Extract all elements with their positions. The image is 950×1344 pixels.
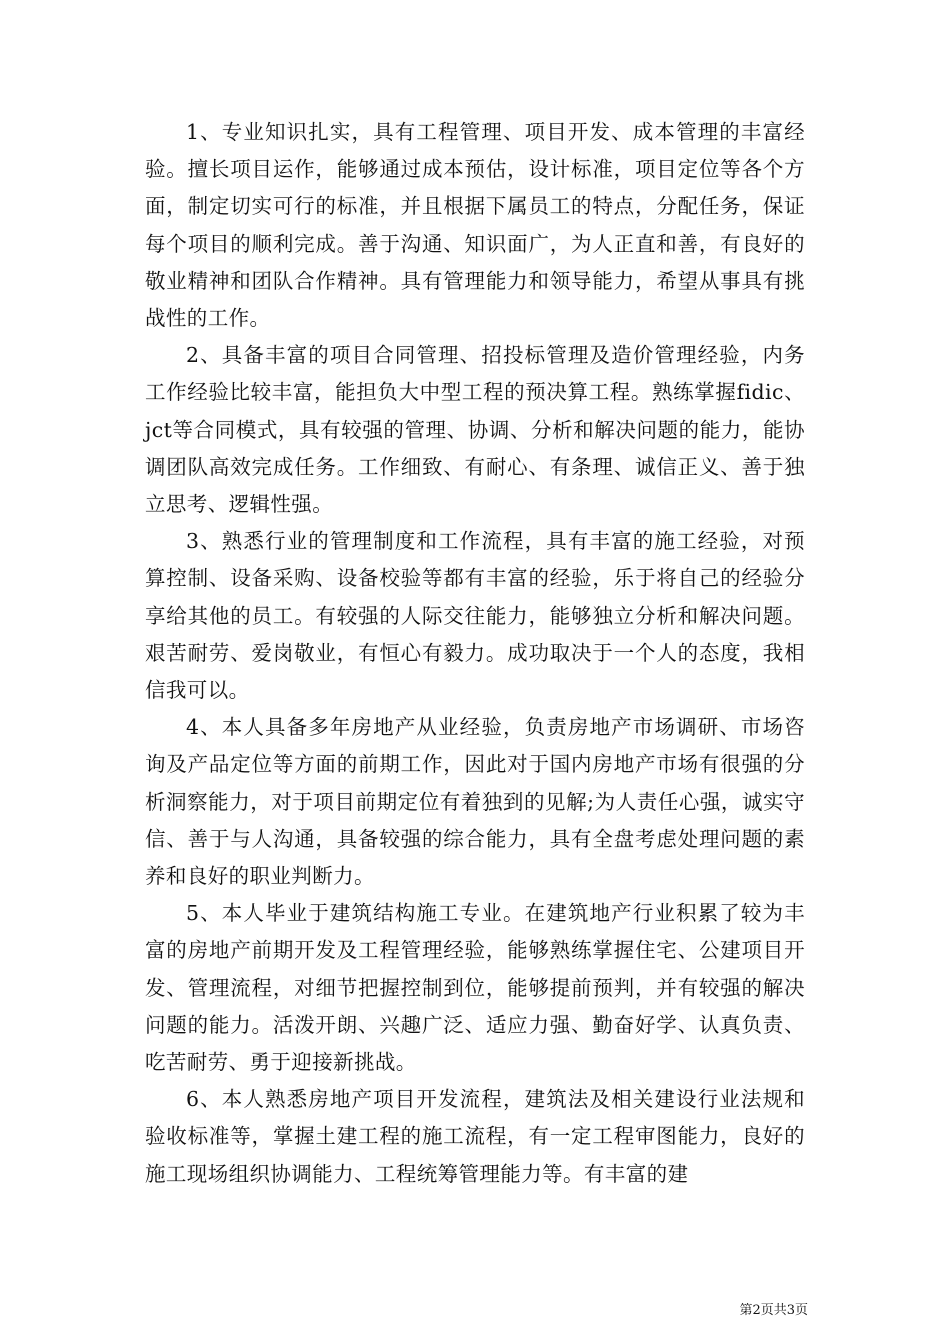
paragraph-5: 5、本人毕业于建筑结构施工专业。在建筑地产行业积累了较为丰富的房地产前期开发及工程管理经验，能够熟练掌握住宅、公建项目开发、管理流程，对细节把握控制到位，能够提前预判，并有较强的解决问题的能力。活泼开朗、兴趣广泛、适应力强、勤奋好学、认真负责、吃苦耐劳、勇于迎接新挑战。 <box>145 901 805 1075</box>
paragraph-6: 6、本人熟悉房地产项目开发流程，建筑法及相关建设行业法规和验收标准等，掌握土建工程的施工流程，有一定工程审图能力，良好的施工现场组织协调能力、工程统筹管理能力等。有丰富的建 <box>145 1087 805 1186</box>
page-number-footer: 第2页共3页 <box>739 1303 808 1318</box>
document-body <box>145 114 805 1193</box>
paragraph-3: 3、熟悉行业的管理制度和工作流程，具有丰富的施工经验，对预算控制、设备采购、设备校验等都有丰富的经验，乐于将自己的经验分享给其他的员工。有较强的人际交往能力，能够独立分析和解决问题。艰苦耐劳、爱岗敬业，有恒心有毅力。成功取决于一个人的态度，我相信我可以。 <box>145 529 805 703</box>
paragraph-4: 4、本人具备多年房地产从业经验，负责房地产市场调研、市场咨询及产品定位等方面的前期工作，因此对于国内房地产市场有很强的分析洞察能力，对于项目前期定位有着独到的见解;为人责任心强，诚实守信、善于与人沟通，具备较强的综合能力，具有全盘考虑处理问题的素养和良好的职业判断力。 <box>145 715 805 889</box>
paragraph-2: 2、具备丰富的项目合同管理、招投标管理及造价管理经验，内务工作经验比较丰富，能担负大中型工程的预决算工程。熟练掌握fidic、jct等合同模式，具有较强的管理、协调、分析和解决问题的能力，能协调团队高效完成任务。工作细致、有耐心、有条理、诚信正义、善于独立思考、逻辑性强。 <box>145 343 805 517</box>
paragraph-1: 1、专业知识扎实，具有工程管理、项目开发、成本管理的丰富经验。擅长项目运作，能够通过成本预估，设计标准，项目定位等各个方面，制定切实可行的标准，并且根据下属员工的特点，分配任务，保证每个项目的顺利完成。善于沟通、知识面广，为人正直和善，有良好的敬业精神和团队合作精神。具有管理能力和领导能力，希望从事具有挑战性的工作。 <box>145 120 805 331</box>
